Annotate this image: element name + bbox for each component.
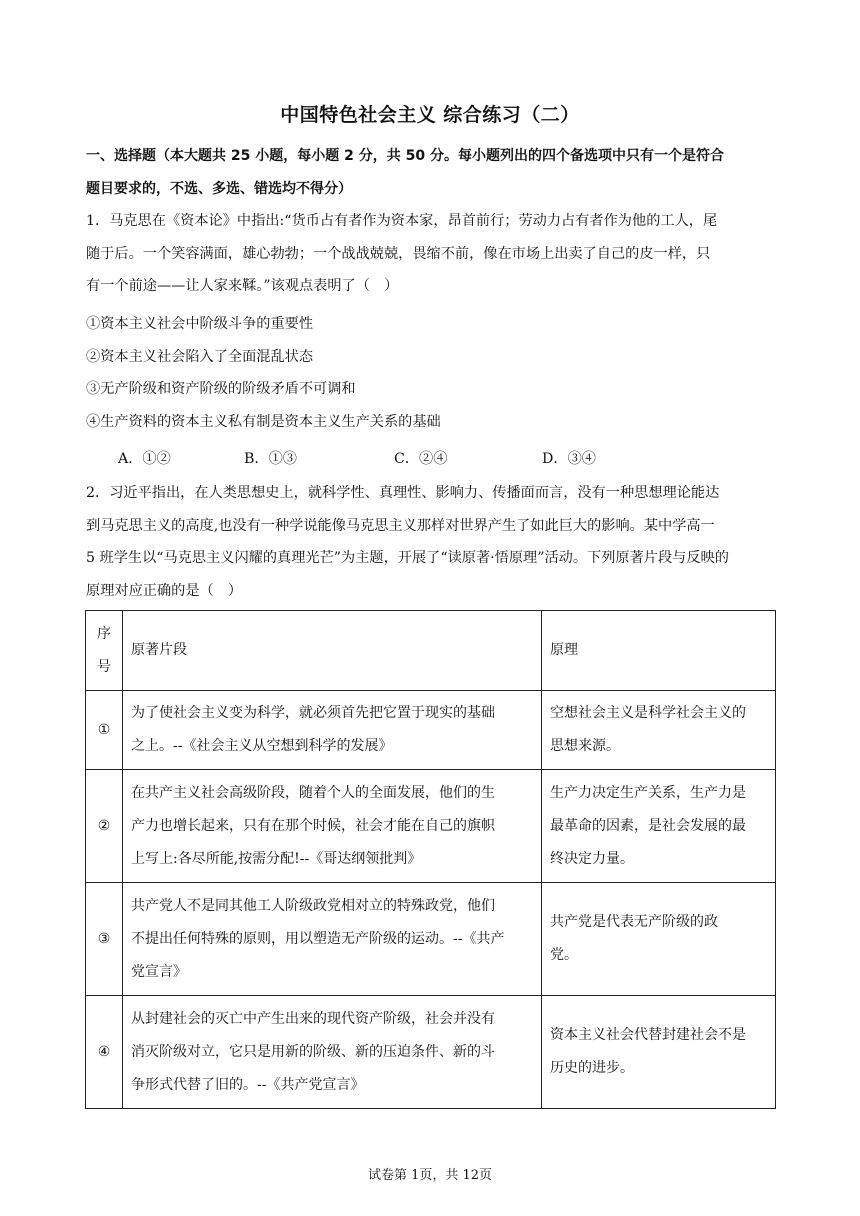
excerpt-line: 之上。--《社会主义从空想到科学的发展》	[131, 738, 393, 754]
row-number: ②	[86, 770, 123, 883]
principle-line: 空想社会主义是科学社会主义的	[550, 705, 746, 721]
row-principle	[542, 770, 776, 883]
excerpt-line: 共产党人不是同其他工人阶级政党相对立的特殊政党，他们	[131, 897, 495, 914]
row-principle	[542, 883, 776, 996]
excerpt-line: 从封建社会的灭亡中产生出来的现代资产阶级，社会并没有	[131, 1010, 495, 1027]
excerpt-line: 消灭阶级对立，它只是用新的阶级、新的压迫条件、新的斗	[131, 1043, 495, 1060]
question-1-statements	[86, 308, 776, 438]
principle-line: 历史的进步。	[550, 1060, 634, 1076]
section-header-line: 一、选择题（本大题共 25 小题，每小题 2 分，共 50 分。每小题列出的四个备选项中只有一个是符合	[86, 148, 724, 164]
page-title: 中国特色社会主义 综合练习（二）	[280, 104, 580, 126]
question-2-table	[85, 610, 776, 1109]
excerpt-line: 争形式代替了旧的。--《共产党宣言》	[131, 1076, 365, 1093]
principle-line: 资本主义社会代替封建社会不是	[550, 1027, 746, 1043]
question-1-stem-line: 1．马克思在《资本论》中指出:“货币占有者作为资本家，昂首前行；劳动力占有者作为他的工人，尾	[86, 213, 718, 229]
statement-4: ④生产资料的资本主义私有制是资本主义生产关系的基础	[86, 413, 441, 430]
table-row	[86, 996, 776, 1109]
header-principle: 原理	[542, 611, 776, 691]
principle-line: 共产党是代表无产阶级的政	[550, 914, 718, 930]
table-header-row	[86, 611, 776, 691]
row-number: ④	[86, 996, 123, 1109]
statement-3: ③无产阶级和资产阶级的阶级矛盾不可调和	[86, 381, 356, 397]
row-number: ③	[86, 883, 123, 996]
header-number-line: 序	[97, 625, 111, 642]
principle-line: 生产力决定生产关系，生产力是	[550, 784, 746, 801]
excerpt-line: 为了使社会主义变为科学，就必须首先把它置于现实的基础	[131, 705, 495, 721]
section-header-line: 题目要求的，不选、多选、错选均不得分）	[86, 180, 352, 197]
excerpt-line: 不提出任何特殊的原则，用以塑造无产阶级的运动。--《共产	[131, 930, 505, 947]
excerpt-line: 上写上:各尽所能,按需分配!--《哥达纲领批判》	[131, 850, 422, 867]
excerpt-line: 在共产主义社会高级阶段，随着个人的全面发展，他们的生	[131, 784, 495, 801]
row-excerpt	[123, 691, 542, 770]
statement-2: ②资本主义社会陷入了全面混乱状态	[86, 348, 314, 365]
row-principle	[542, 691, 776, 770]
principle-line: 终决定力量。	[550, 850, 634, 867]
row-excerpt	[123, 883, 542, 996]
statement-1: ①资本主义社会中阶级斗争的重要性	[86, 316, 314, 332]
question-2-stem-line: 原理对应正确的是（ ）	[86, 582, 243, 599]
principle-line: 思想来源。	[550, 738, 620, 754]
question-2-stem	[86, 477, 776, 607]
excerpt-line: 产力也增长起来，只有在那个时候，社会才能在自己的旗帜	[131, 817, 495, 834]
principle-line: 党。	[550, 947, 578, 963]
question-2-stem-line: 2．习近平指出，在人类思想史上，就科学性、真理性、影响力、传播面而言，没有一种思想理论能达	[86, 485, 720, 501]
table-row	[86, 691, 776, 770]
row-number: ①	[86, 691, 123, 770]
page-footer: 试卷第 1页，共 12页	[367, 1168, 493, 1183]
table-row	[86, 883, 776, 996]
question-1-stem	[86, 205, 776, 303]
section-header	[86, 140, 776, 205]
question-2-stem-line: 5 班学生以“马克思主义闪耀的真理光芒”为主题，开展了“读原著·悟原理”活动。下列原著片段与反映的	[86, 550, 729, 566]
option-d[interactable]: D．③④	[542, 451, 596, 467]
header-excerpt: 原著片段	[123, 611, 542, 691]
option-b[interactable]: B．①③	[244, 451, 297, 467]
header-number	[86, 611, 123, 691]
option-a[interactable]: A．①②	[118, 451, 171, 467]
question-1-options	[118, 444, 758, 474]
question-1-stem-line: 随于后。一个笑容满面，雄心勃勃；一个战战兢兢，畏缩不前，像在市场上出卖了自己的皮一样，只	[86, 245, 711, 262]
principle-line: 最革命的因素，是社会发展的最	[550, 817, 746, 834]
header-number-line: 号	[97, 658, 111, 675]
row-excerpt	[123, 996, 542, 1109]
excerpt-line: 党宣言》	[131, 963, 187, 980]
option-c[interactable]: C．②④	[394, 451, 448, 467]
row-excerpt	[123, 770, 542, 883]
question-1-stem-line: 有一个前途——让人家来鞣。”该观点表明了（ ）	[86, 278, 399, 294]
table-row	[86, 770, 776, 883]
row-principle	[542, 996, 776, 1109]
question-2-stem-line: 到马克思主义的高度,也没有一种学说能像马克思主义那样对世界产生了如此巨大的影响。某中学高一	[86, 517, 715, 534]
